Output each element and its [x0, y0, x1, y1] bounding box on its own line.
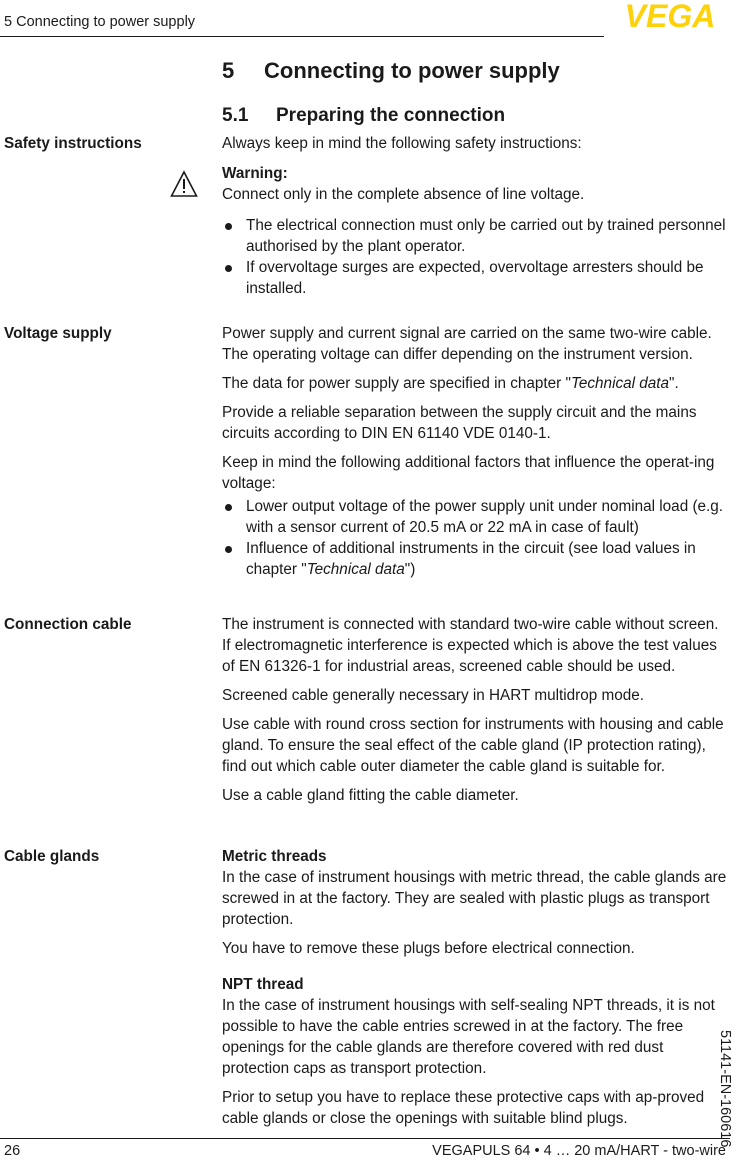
- warning-title: Warning:: [222, 165, 288, 182]
- metric-p2: You have to remove these plugs before electrical connection.: [222, 940, 635, 957]
- footer-rule: [0, 1138, 730, 1139]
- warning-text: Connect only in the complete absence of line voltage.: [222, 186, 585, 203]
- npt-p2: Prior to setup you have to replace these protective caps with ap-proved cable glands or close the openings with suitable blind plugs.: [222, 1089, 705, 1127]
- list-item: The electrical connection must only be carried out by trained personnel authorised by the plant operator.: [222, 215, 730, 257]
- voltage-p4: Keep in mind the following additional factors that influence the operat-ing voltage:: [222, 454, 715, 492]
- section-heading: [222, 104, 505, 128]
- page-number: 26: [4, 1143, 21, 1159]
- metric-p1: In the case of instrument housings with metric thread, the cable glands are screwed in at the factory. They are sealed with plastic plugs as transport protection.: [222, 869, 727, 928]
- section-number: 5.1: [222, 105, 249, 126]
- npt-thread-title: NPT thread: [222, 976, 304, 993]
- chapter-reference: Technical data: [570, 375, 670, 392]
- chapter-number: 5: [222, 58, 235, 83]
- chapter-title: Connecting to power supply: [264, 58, 560, 83]
- side-label-safety: Safety instructions: [4, 135, 142, 152]
- cable-p4: Use a cable gland fitting the cable diameter.: [222, 787, 519, 804]
- header-rule: [0, 36, 604, 37]
- safety-bullet-list: [222, 215, 730, 299]
- safety-block: [222, 133, 730, 299]
- cable-p2: Screened cable generally necessary in HART multidrop mode.: [222, 687, 645, 704]
- document-code: 51141-EN-160616: [717, 1030, 733, 1148]
- safety-intro: Always keep in mind the following safety instructions:: [222, 135, 582, 152]
- cable-p1: The instrument is connected with standard two-wire cable without screen. If electromagnetic interference is expected which is above the test values of EN 61326-1 for industrial areas, screened cable should be used.: [222, 616, 719, 675]
- voltage-bullet-list: [222, 496, 730, 580]
- cable-p3: Use cable with round cross section for instruments with housing and cable gland. To ensure the seal effect of the cable gland (IP protection rating), find out which cable outer diameter the cable gland is suitable for.: [222, 716, 724, 775]
- chapter-reference: Technical data: [306, 561, 405, 578]
- vega-logo: [610, 2, 730, 30]
- voltage-p2: The data for power supply are specified in chapter "Technical data".: [222, 375, 679, 392]
- voltage-p1: Power supply and current signal are carried on the same two-wire cable. The operating voltage can differ depending on the instrument version.: [222, 325, 712, 363]
- metric-threads-title: Metric threads: [222, 848, 327, 865]
- list-item: If overvoltage surges are expected, overvoltage arresters should be installed.: [222, 257, 730, 299]
- logo-text: VEGA: [624, 2, 716, 30]
- list-item: Lower output voltage of the power supply unit under nominal load (e.g. with a sensor current of 20.5 mA or 22 mA in case of fault): [222, 496, 730, 538]
- npt-p1: In the case of instrument housings with self-sealing NPT threads, it is not possible to have the cable entries screwed in at the factory. The free openings for the cable glands are therefore covered with red dust protection caps as transport protection.: [222, 997, 715, 1077]
- section-title: Preparing the connection: [276, 105, 506, 126]
- side-label-connection-cable: Connection cable: [4, 616, 132, 633]
- voltage-block: [222, 323, 730, 580]
- footer-document-title: VEGAPULS 64 • 4 … 20 mA/HART - two-wire: [432, 1143, 726, 1159]
- warning-triangle-icon: [170, 170, 198, 200]
- glands-block: [222, 846, 730, 1137]
- chapter-heading: [222, 57, 560, 85]
- running-header: 5 Connecting to power supply: [4, 14, 196, 30]
- voltage-p3: Provide a reliable separation between the supply circuit and the mains circuits according to DIN EN 61140 VDE 0140-1.: [222, 404, 697, 442]
- side-label-cable-glands: Cable glands: [4, 848, 100, 865]
- cable-block: [222, 614, 730, 814]
- list-item: Influence of additional instruments in the circuit (see load values in chapter "Technical data"): [222, 538, 730, 580]
- side-label-voltage: Voltage supply: [4, 325, 112, 342]
